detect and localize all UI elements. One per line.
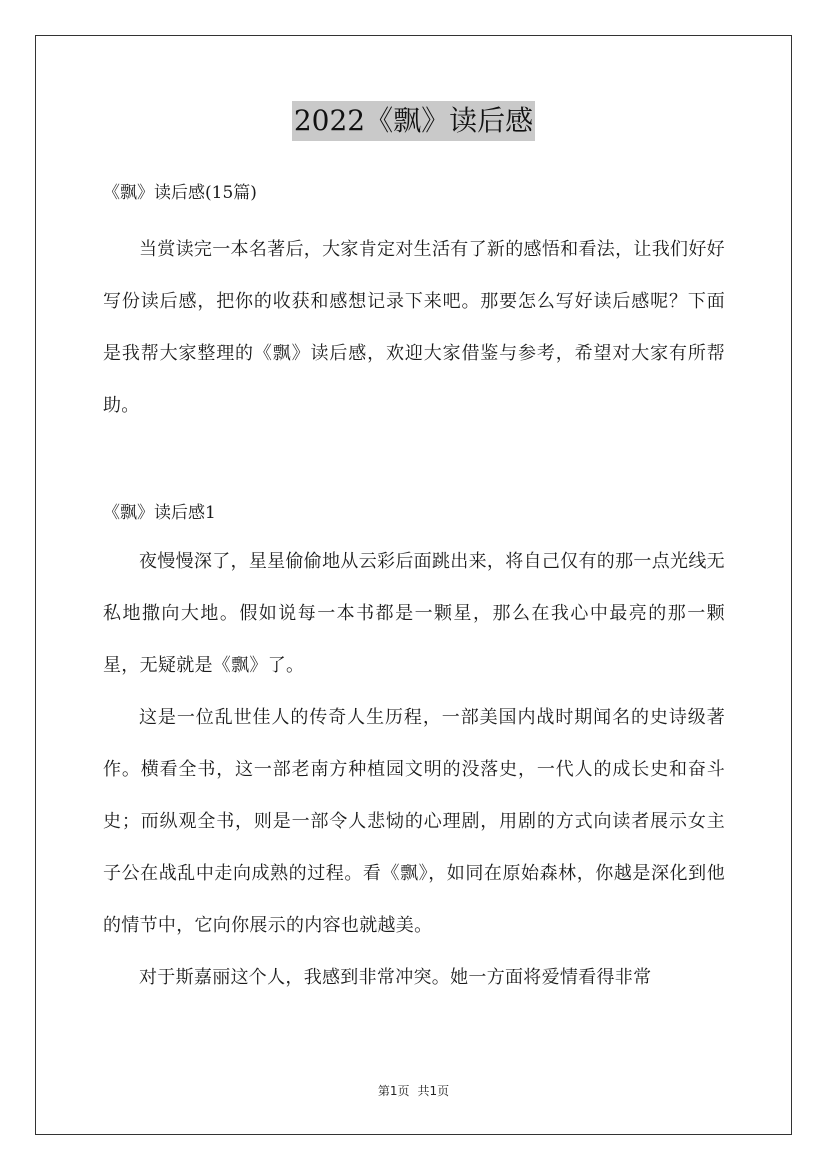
page-number: 第1页 [377, 1084, 410, 1098]
document-body [103, 170, 725, 1004]
document-title: 2022《飘》读后感 [292, 101, 535, 141]
document-subtitle: 《飘》读后感(15篇) [103, 183, 257, 203]
spacer [103, 432, 725, 490]
body-paragraph: 对于斯嘉丽这个人，我感到非常冲突。她一方面将爱情看得非常 [139, 967, 652, 988]
intro-paragraph: 当赏读完一本名著后，大家肯定对生活有了新的感悟和看法，让我们好好写份读后感，把你的收获和感想记录下来吧。那要怎么写好读后感呢？下面是我帮大家整理的《飘》读后感，欢迎大家借鉴与参考，希望对大家有所帮助。 [103, 239, 725, 416]
title-wrap [0, 101, 827, 141]
page-total: 共1页 [417, 1084, 450, 1098]
body-paragraph: 这是一位乱世佳人的传奇人生历程，一部美国内战时期闻名的史诗级著作。横看全书，这一部老南方种植园文明的没落史，一代人的成长史和奋斗史；而纵观全书，则是一部令人悲恸的心理剧，用剧的方式向读者展示女主子公在战乱中走向成熟的过程。看《飘》，如同在原始森林，你越是深化到他的情节中，它向你展示的内容也就越美。 [103, 707, 725, 936]
body-paragraph: 夜慢慢深了，星星偷偷地从云彩后面跳出来，将自己仅有的那一点光线无私地撒向大地。假如说每一本书都是一颗星，那么在我心中最亮的那一颗星，无疑就是《飘》了。 [103, 551, 725, 676]
section-heading: 《飘》读后感1 [103, 503, 216, 523]
spacer [103, 216, 725, 224]
page-footer [0, 1082, 827, 1099]
